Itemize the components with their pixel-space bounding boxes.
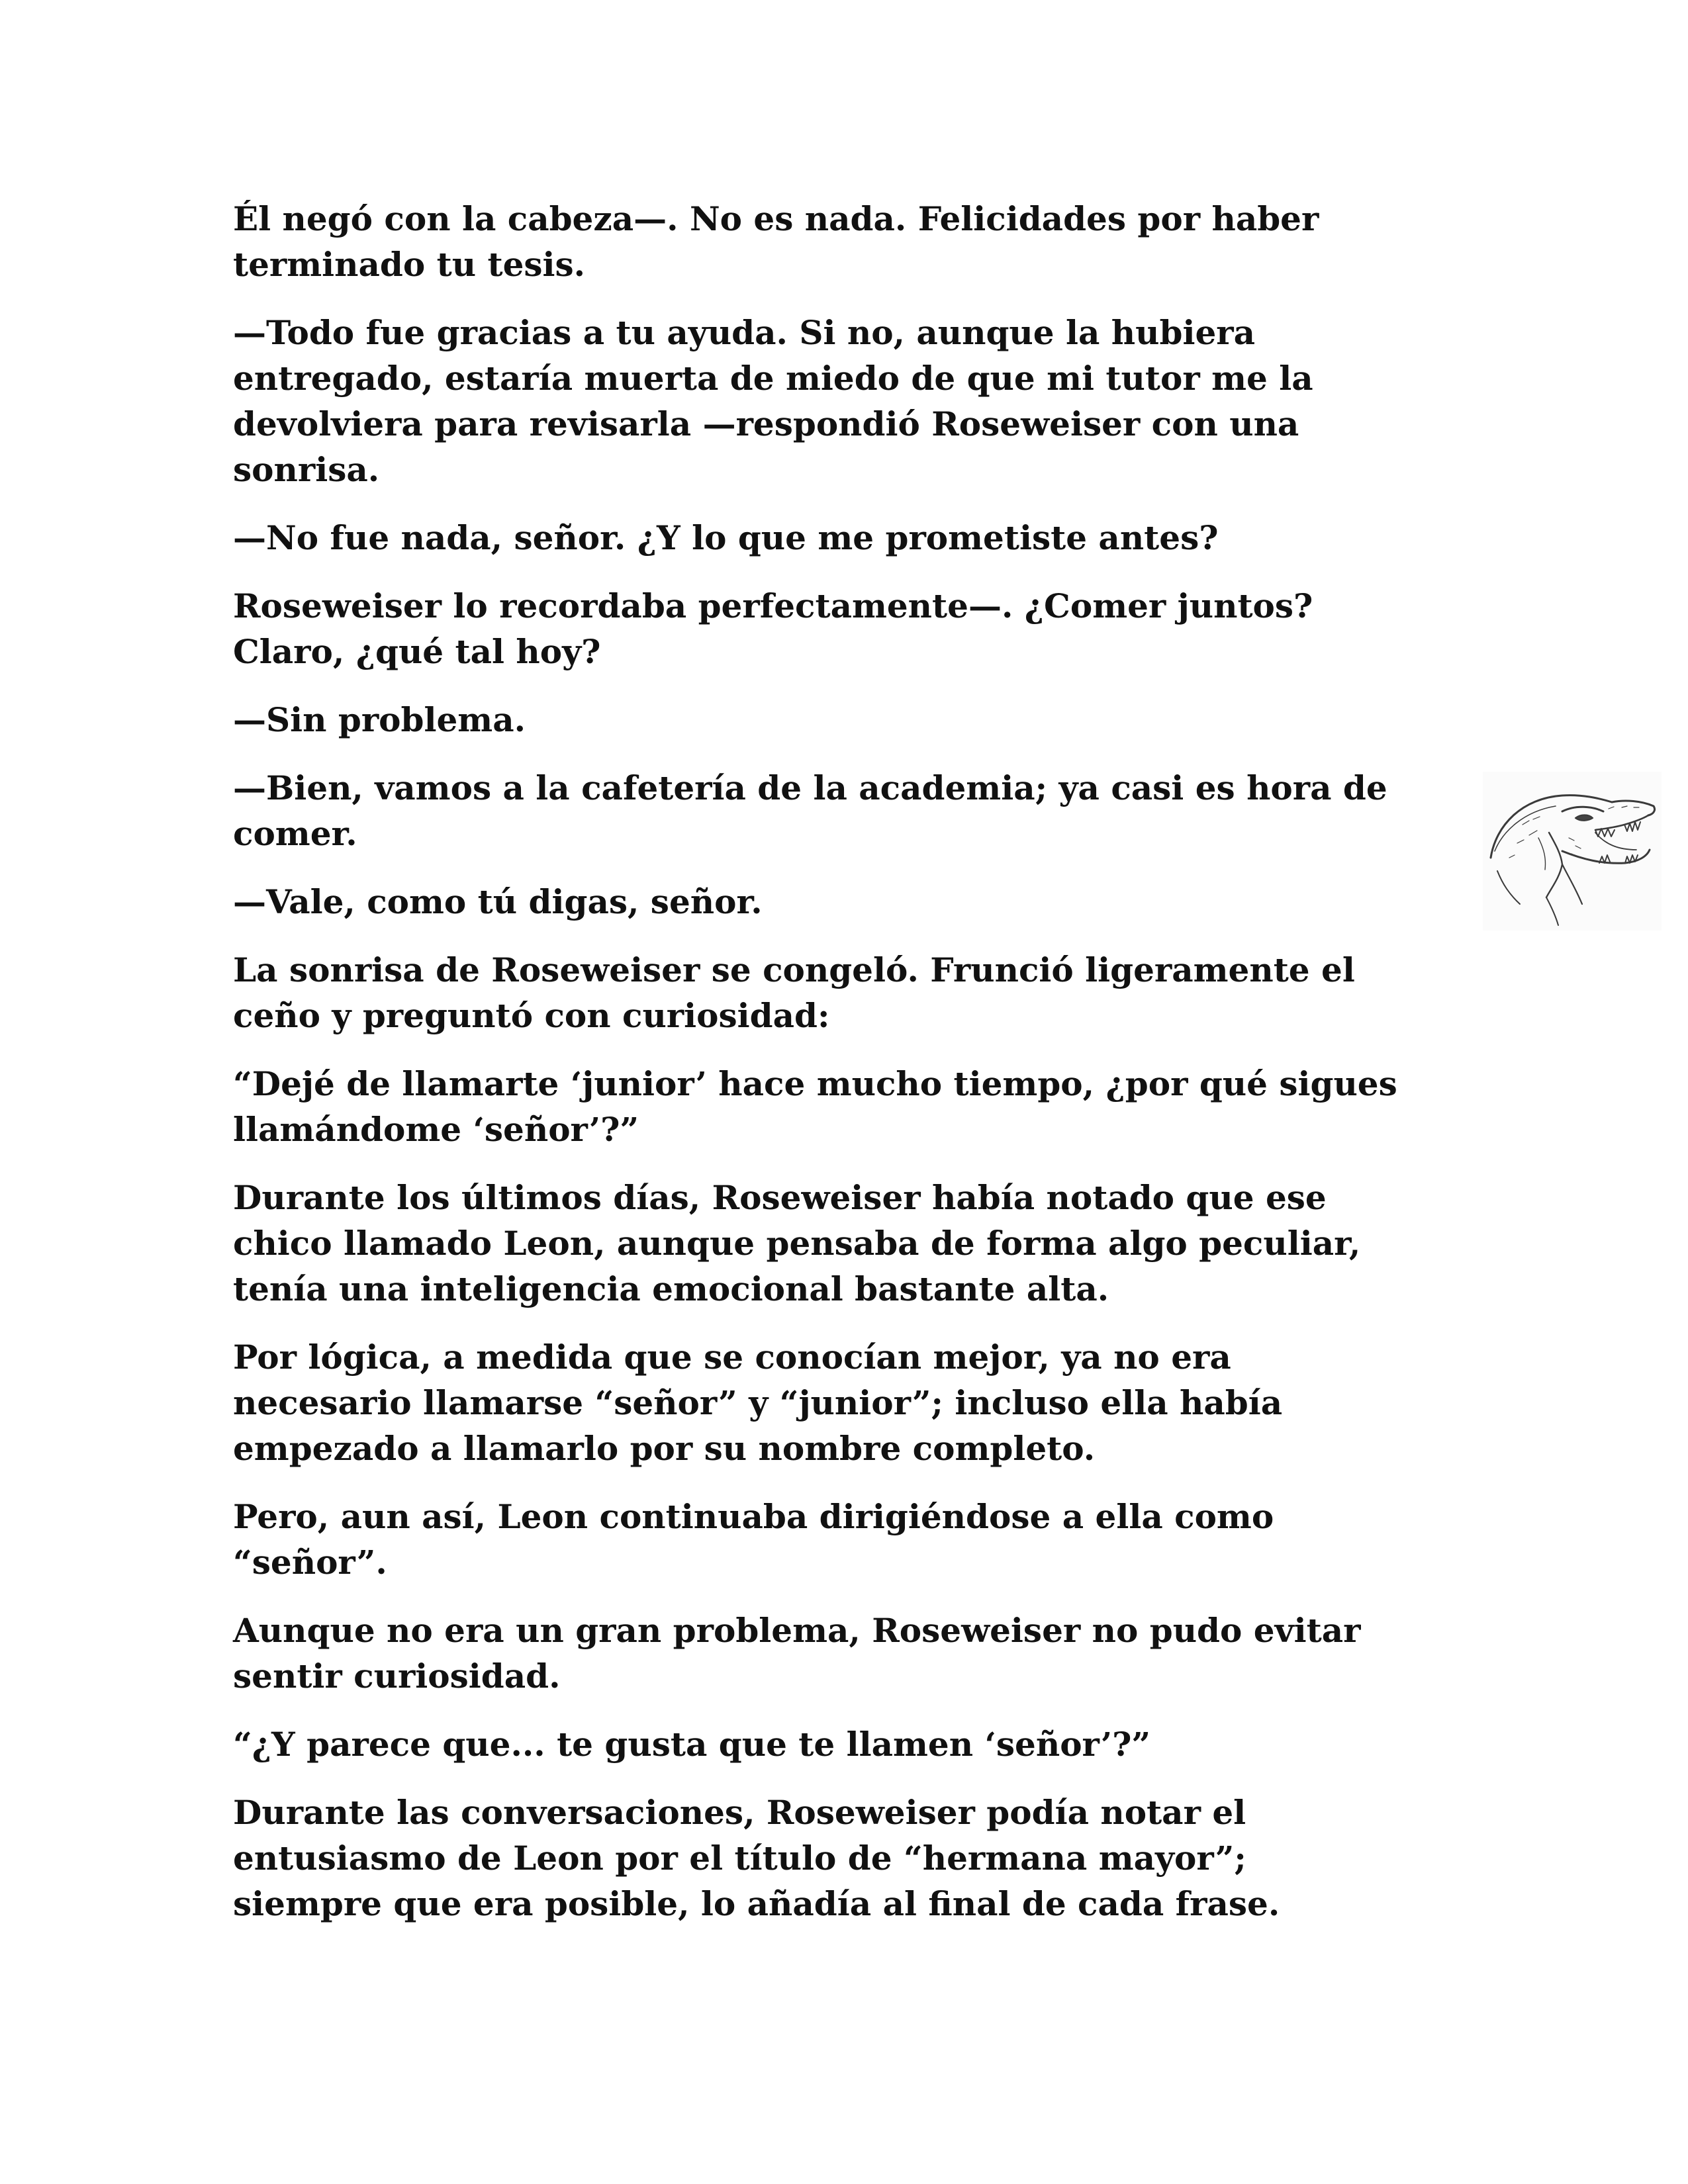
paragraph xyxy=(233,697,1464,743)
text-line: Él negó con la cabeza—. No es nada. Felicidades por haber xyxy=(233,199,1319,238)
paragraph xyxy=(233,1790,1464,1927)
text-line: Aunque no era un gran problema, Roseweiser no pudo evitar xyxy=(233,1611,1361,1650)
text-line: La sonrisa de Roseweiser se congeló. Frunció ligeramente el xyxy=(233,950,1355,989)
text-line: necesario llamarse “señor” y “junior”; incluso ella había xyxy=(233,1383,1283,1422)
paragraph xyxy=(233,310,1464,492)
text-line: ceño y preguntó con curiosidad: xyxy=(233,996,830,1035)
text-line: —Todo fue gracias a tu ayuda. Si no, aunque la hubiera xyxy=(233,313,1256,352)
paragraph xyxy=(233,583,1464,674)
text-line: Pero, aun así, Leon continuaba dirigiéndose a ella como xyxy=(233,1497,1274,1536)
text-line: —Vale, como tú digas, señor. xyxy=(233,882,763,921)
text-line: tenía una inteligencia emocional bastante alta. xyxy=(233,1269,1109,1308)
text-line: entusiasmo de Leon por el título de “hermana mayor”; xyxy=(233,1839,1246,1878)
text-line: llamándome ‘señor’?” xyxy=(233,1110,639,1149)
text-line: entregado, estaría muerta de miedo de que mi tutor me la xyxy=(233,359,1313,398)
paragraph xyxy=(233,1334,1464,1471)
dinosaur-head-sketch-icon xyxy=(1483,772,1662,931)
text-line: Durante las conversaciones, Roseweiser podía notar el xyxy=(233,1793,1246,1832)
text-line: Roseweiser lo recordaba perfectamente—. ¿Comer juntos? xyxy=(233,586,1313,625)
text-line: “¿Y parece que... te gusta que te llamen ‘señor’?” xyxy=(233,1725,1151,1764)
text-line: sentir curiosidad. xyxy=(233,1657,561,1696)
text-line: “Dejé de llamarte ‘junior’ hace mucho tiempo, ¿por qué sigues xyxy=(233,1064,1397,1103)
text-line: comer. xyxy=(233,814,357,853)
text-line: sonrisa. xyxy=(233,450,380,489)
text-line: Claro, ¿qué tal hoy? xyxy=(233,632,601,671)
paragraph xyxy=(233,1721,1464,1767)
text-line: “señor”. xyxy=(233,1543,387,1582)
paragraph xyxy=(233,196,1464,287)
paragraph xyxy=(233,1608,1464,1699)
paragraph xyxy=(233,765,1464,856)
text-line: Durante los últimos días, Roseweiser había notado que ese xyxy=(233,1178,1327,1217)
text-line: —Sin problema. xyxy=(233,700,526,739)
text-line: chico llamado Leon, aunque pensaba de forma algo peculiar, xyxy=(233,1224,1361,1263)
paragraph xyxy=(233,1494,1464,1585)
text-line: devolviera para revisarla —respondió Roseweiser con una xyxy=(233,404,1299,443)
paragraph xyxy=(233,1175,1464,1312)
text-line: Por lógica, a medida que se conocían mejor, ya no era xyxy=(233,1338,1231,1377)
text-line: siempre que era posible, lo añadía al final de cada frase. xyxy=(233,1884,1280,1923)
text-line: —Bien, vamos a la cafetería de la academia; ya casi es hora de xyxy=(233,768,1387,807)
paragraph xyxy=(233,879,1464,925)
paragraph xyxy=(233,947,1464,1038)
text-line: —No fue nada, señor. ¿Y lo que me prometiste antes? xyxy=(233,518,1219,557)
text-line: empezado a llamarlo por su nombre completo. xyxy=(233,1429,1096,1468)
text-line: terminado tu tesis. xyxy=(233,245,586,284)
body-text xyxy=(233,196,1464,1949)
paragraph xyxy=(233,515,1464,561)
paragraph xyxy=(233,1061,1464,1152)
